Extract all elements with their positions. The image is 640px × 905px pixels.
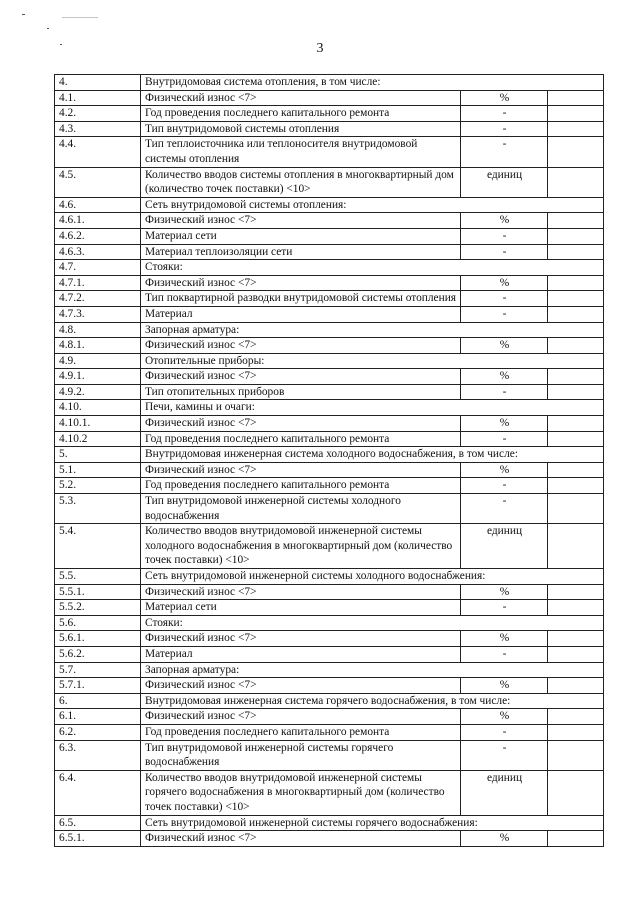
value-cell[interactable] xyxy=(548,338,604,354)
parameter-name: Год проведения последнего капитального ремонта xyxy=(141,431,461,447)
unit-cell: - xyxy=(461,121,548,137)
item-number: 4.7.2. xyxy=(55,291,141,307)
table-row xyxy=(55,740,604,770)
item-number: 5.6.2. xyxy=(55,646,141,662)
unit-cell: % xyxy=(461,90,548,106)
unit-cell: - xyxy=(461,228,548,244)
value-cell[interactable] xyxy=(548,213,604,229)
item-number: 4.9. xyxy=(55,353,141,369)
value-cell[interactable] xyxy=(548,90,604,106)
parameter-name: Материал сети xyxy=(141,600,461,616)
unit-cell: % xyxy=(461,831,548,847)
section-heading: Сеть внутридомовой инженерной системы холодного водоснабжения: xyxy=(141,569,604,585)
parameter-name: Количество вводов внутридомовой инженерной системы холодного водоснабжения в многоквартирный дом (количество точек поставки) <10> xyxy=(141,524,461,569)
value-cell[interactable] xyxy=(548,478,604,494)
table-row xyxy=(55,615,604,631)
item-number: 4. xyxy=(55,75,141,91)
section-heading: Запорная арматура: xyxy=(141,322,604,338)
value-cell[interactable] xyxy=(548,678,604,694)
unit-cell: % xyxy=(461,338,548,354)
item-number: 4.9.1. xyxy=(55,369,141,385)
item-number: 5.6. xyxy=(55,615,141,631)
unit-cell: % xyxy=(461,369,548,385)
parameter-name: Физический износ <7> xyxy=(141,462,461,478)
item-number: 6. xyxy=(55,693,141,709)
table-row xyxy=(55,306,604,322)
section-heading: Внутридомовая система отопления, в том числе: xyxy=(141,75,604,91)
item-number: 4.7. xyxy=(55,260,141,276)
parameter-name: Физический износ <7> xyxy=(141,831,461,847)
scan-speck xyxy=(22,14,25,15)
parameter-name: Тип теплоисточника или теплоносителя внутридомовой системы отопления xyxy=(141,137,461,167)
value-cell[interactable] xyxy=(548,369,604,385)
unit-cell: % xyxy=(461,275,548,291)
value-cell[interactable] xyxy=(548,416,604,432)
table-row xyxy=(55,831,604,847)
unit-cell: - xyxy=(461,106,548,122)
item-number: 4.8.1. xyxy=(55,338,141,354)
item-number: 4.6.3. xyxy=(55,244,141,260)
value-cell[interactable] xyxy=(548,600,604,616)
table-row xyxy=(55,662,604,678)
item-number: 5.5. xyxy=(55,569,141,585)
item-number: 5.7. xyxy=(55,662,141,678)
value-cell[interactable] xyxy=(548,431,604,447)
parameter-name: Тип внутридомовой инженерной системы горячего водоснабжения xyxy=(141,740,461,770)
value-cell[interactable] xyxy=(548,631,604,647)
unit-cell: - xyxy=(461,431,548,447)
item-number: 5.6.1. xyxy=(55,631,141,647)
parameter-name: Год проведения последнего капитального ремонта xyxy=(141,106,461,122)
item-number: 5.2. xyxy=(55,478,141,494)
value-cell[interactable] xyxy=(548,740,604,770)
unit-cell: - xyxy=(461,306,548,322)
item-number: 6.5. xyxy=(55,815,141,831)
section-heading: Внутридомовая инженерная система горячего водоснабжения, в том числе: xyxy=(141,693,604,709)
unit-cell: % xyxy=(461,462,548,478)
unit-cell: % xyxy=(461,631,548,647)
unit-cell: - xyxy=(461,384,548,400)
item-number: 4.10.2 xyxy=(55,431,141,447)
table-row xyxy=(55,121,604,137)
item-number: 5.5.1. xyxy=(55,584,141,600)
value-cell[interactable] xyxy=(548,291,604,307)
value-cell[interactable] xyxy=(548,121,604,137)
parameter-name: Количество вводов внутридомовой инженерной системы горячего водоснабжения в многоквартирный дом (количество точек поставки) <10> xyxy=(141,770,461,815)
table-row xyxy=(55,646,604,662)
value-cell[interactable] xyxy=(548,709,604,725)
parameter-name: Год проведения последнего капитального ремонта xyxy=(141,478,461,494)
table-row xyxy=(55,431,604,447)
section-heading: Сеть внутридомовой инженерной системы горячего водоснабжения: xyxy=(141,815,604,831)
parameter-name: Физический износ <7> xyxy=(141,275,461,291)
value-cell[interactable] xyxy=(548,584,604,600)
unit-cell: - xyxy=(461,478,548,494)
item-number: 4.1. xyxy=(55,90,141,106)
table-row xyxy=(55,416,604,432)
item-number: 4.6.1. xyxy=(55,213,141,229)
table-row xyxy=(55,709,604,725)
page-number: 3 xyxy=(316,41,324,56)
unit-cell: единиц xyxy=(461,167,548,197)
unit-cell: % xyxy=(461,709,548,725)
item-number: 6.4. xyxy=(55,770,141,815)
unit-cell: - xyxy=(461,244,548,260)
table-row xyxy=(55,815,604,831)
table-row xyxy=(55,197,604,213)
parameter-name: Физический износ <7> xyxy=(141,213,461,229)
unit-cell: - xyxy=(461,646,548,662)
table-row xyxy=(55,400,604,416)
parameter-name: Количество вводов системы отопления в многоквартирный дом (количество точек поставки) <10> xyxy=(141,167,461,197)
value-cell[interactable] xyxy=(548,244,604,260)
unit-cell: - xyxy=(461,494,548,524)
section-heading: Отопительные приборы: xyxy=(141,353,604,369)
item-number: 5. xyxy=(55,447,141,463)
parameter-name: Физический износ <7> xyxy=(141,584,461,600)
table-row xyxy=(55,693,604,709)
table-row xyxy=(55,275,604,291)
table-row xyxy=(55,631,604,647)
item-number: 4.5. xyxy=(55,167,141,197)
item-number: 6.3. xyxy=(55,740,141,770)
table-row xyxy=(55,447,604,463)
value-cell[interactable] xyxy=(548,770,604,815)
parameter-name: Физический износ <7> xyxy=(141,369,461,385)
unit-cell: % xyxy=(461,416,548,432)
value-cell[interactable] xyxy=(548,384,604,400)
unit-cell: % xyxy=(461,678,548,694)
unit-cell: единиц xyxy=(461,524,548,569)
parameter-name: Физический износ <7> xyxy=(141,90,461,106)
unit-cell: - xyxy=(461,724,548,740)
section-heading: Запорная арматура: xyxy=(141,662,604,678)
item-number: 4.4. xyxy=(55,137,141,167)
table-row xyxy=(55,524,604,569)
parameter-name: Физический износ <7> xyxy=(141,709,461,725)
unit-cell: единиц xyxy=(461,770,548,815)
section-heading: Стояки: xyxy=(141,260,604,276)
parameter-name: Физический износ <7> xyxy=(141,338,461,354)
value-cell[interactable] xyxy=(548,275,604,291)
unit-cell: - xyxy=(461,137,548,167)
table-row xyxy=(55,228,604,244)
table-row xyxy=(55,369,604,385)
parameter-name: Материал теплоизоляции сети xyxy=(141,244,461,260)
unit-cell: % xyxy=(461,584,548,600)
scan-speck xyxy=(62,17,98,18)
unit-cell: - xyxy=(461,600,548,616)
parameter-name: Тип внутридомовой инженерной системы холодного водоснабжения xyxy=(141,494,461,524)
item-number: 4.2. xyxy=(55,106,141,122)
item-number: 4.8. xyxy=(55,322,141,338)
item-number: 4.6.2. xyxy=(55,228,141,244)
table-row xyxy=(55,106,604,122)
item-number: 6.2. xyxy=(55,724,141,740)
parameter-name: Физический износ <7> xyxy=(141,416,461,432)
table-row xyxy=(55,584,604,600)
table-row xyxy=(55,213,604,229)
parameter-name: Материал сети xyxy=(141,228,461,244)
item-number: 5.1. xyxy=(55,462,141,478)
value-cell[interactable] xyxy=(548,831,604,847)
parameter-name: Материал xyxy=(141,306,461,322)
table-row xyxy=(55,494,604,524)
table-row xyxy=(55,569,604,585)
table-row xyxy=(55,600,604,616)
item-number: 4.3. xyxy=(55,121,141,137)
passport-table xyxy=(54,74,604,847)
section-heading: Стояки: xyxy=(141,615,604,631)
table-row xyxy=(55,75,604,91)
table-row xyxy=(55,338,604,354)
table-row xyxy=(55,384,604,400)
item-number: 5.7.1. xyxy=(55,678,141,694)
value-cell[interactable] xyxy=(548,137,604,167)
parameter-name: Физический износ <7> xyxy=(141,678,461,694)
parameter-name: Материал xyxy=(141,646,461,662)
parameter-name: Тип поквартирной разводки внутридомовой системы отопления xyxy=(141,291,461,307)
unit-cell: - xyxy=(461,740,548,770)
table-row xyxy=(55,724,604,740)
value-cell[interactable] xyxy=(548,524,604,569)
table-row xyxy=(55,260,604,276)
section-heading: Внутридомовая инженерная система холодного водоснабжения, в том числе: xyxy=(141,447,604,463)
value-cell[interactable] xyxy=(548,106,604,122)
item-number: 4.10. xyxy=(55,400,141,416)
table-row xyxy=(55,291,604,307)
item-number: 6.5.1. xyxy=(55,831,141,847)
table-row xyxy=(55,678,604,694)
table-row xyxy=(55,462,604,478)
section-heading: Печи, камины и очаги: xyxy=(141,400,604,416)
value-cell[interactable] xyxy=(548,646,604,662)
value-cell[interactable] xyxy=(548,724,604,740)
value-cell[interactable] xyxy=(548,494,604,524)
parameter-name: Тип отопительных приборов xyxy=(141,384,461,400)
table-row xyxy=(55,90,604,106)
unit-cell: - xyxy=(461,291,548,307)
item-number: 4.6. xyxy=(55,197,141,213)
value-cell[interactable] xyxy=(548,228,604,244)
table-row xyxy=(55,478,604,494)
value-cell[interactable] xyxy=(548,167,604,197)
section-heading: Сеть внутридомовой системы отопления: xyxy=(141,197,604,213)
item-number: 5.3. xyxy=(55,494,141,524)
item-number: 4.9.2. xyxy=(55,384,141,400)
parameter-name: Физический износ <7> xyxy=(141,631,461,647)
item-number: 6.1. xyxy=(55,709,141,725)
table-row xyxy=(55,322,604,338)
table-row xyxy=(55,244,604,260)
value-cell[interactable] xyxy=(548,306,604,322)
item-number: 5.4. xyxy=(55,524,141,569)
unit-cell: % xyxy=(461,213,548,229)
table-body xyxy=(55,75,604,847)
table-row xyxy=(55,137,604,167)
table-row xyxy=(55,770,604,815)
item-number: 4.10.1. xyxy=(55,416,141,432)
item-number: 4.7.3. xyxy=(55,306,141,322)
parameter-name: Год проведения последнего капитального ремонта xyxy=(141,724,461,740)
value-cell[interactable] xyxy=(548,462,604,478)
table-row xyxy=(55,353,604,369)
parameter-name: Тип внутридомовой системы отопления xyxy=(141,121,461,137)
table-row xyxy=(55,167,604,197)
item-number: 5.5.2. xyxy=(55,600,141,616)
item-number: 4.7.1. xyxy=(55,275,141,291)
scan-speck xyxy=(47,28,49,29)
